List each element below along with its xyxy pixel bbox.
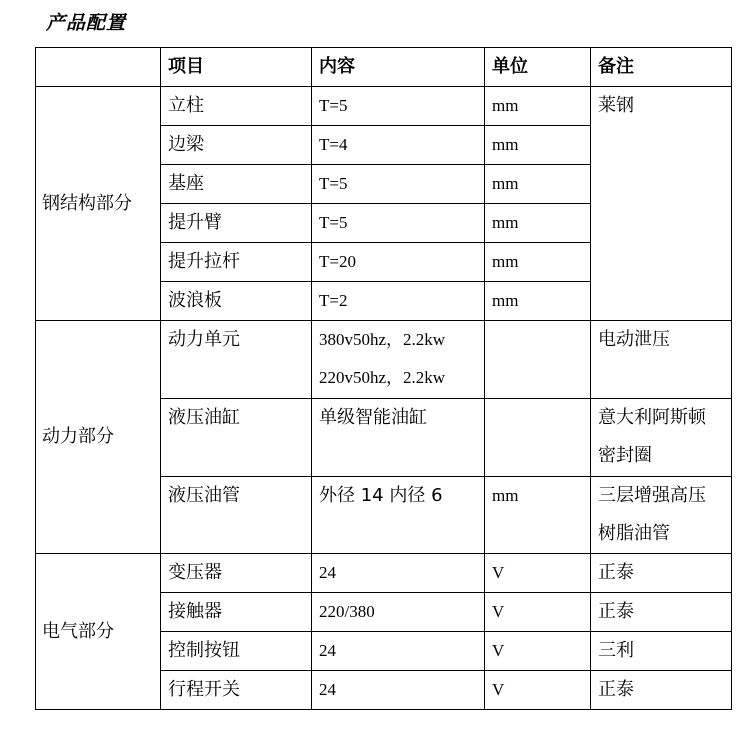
content-cell: 24 <box>312 671 485 710</box>
note-cell: 正泰 <box>591 593 732 632</box>
note-line: 密封圈 <box>598 445 652 466</box>
item-cell: 接触器 <box>161 593 312 632</box>
header-cell-unit: 单位 <box>485 48 591 87</box>
header-cell-group <box>36 48 161 87</box>
item-cell: 基座 <box>161 165 312 204</box>
content-cell: T=4 <box>312 126 485 165</box>
header-row <box>36 48 732 87</box>
group-steel-structure: 钢结构部分 <box>36 87 161 321</box>
note-line: 三层增强高压 <box>598 485 706 506</box>
note-cell <box>591 321 732 399</box>
item-cell: 变压器 <box>161 554 312 593</box>
content-line: 单级智能油缸 <box>319 407 427 428</box>
unit-cell: mm <box>485 204 591 243</box>
note-cell: 正泰 <box>591 671 732 710</box>
content-cell: T=2 <box>312 282 485 321</box>
content-line: 380v50hz，2.2kw <box>319 330 446 349</box>
group-electrical: 电气部分 <box>36 554 161 710</box>
item-cell: 波浪板 <box>161 282 312 321</box>
unit-cell: V <box>485 593 591 632</box>
note-line: 意大利阿斯顿 <box>598 407 706 428</box>
product-config-table <box>35 47 732 710</box>
content-cell: T=20 <box>312 243 485 282</box>
item-cell: 动力单元 <box>161 321 312 399</box>
note-cell: 三利 <box>591 632 732 671</box>
note-cell-steel: 莱钢 <box>591 87 732 321</box>
item-cell: 立柱 <box>161 87 312 126</box>
note-cell <box>591 399 732 477</box>
header-cell-content: 内容 <box>312 48 485 87</box>
content-cell: T=5 <box>312 165 485 204</box>
item-cell: 提升拉杆 <box>161 243 312 282</box>
content-cell: 24 <box>312 554 485 593</box>
item-cell: 控制按钮 <box>161 632 312 671</box>
content-cell <box>312 477 485 554</box>
unit-cell: mm <box>485 126 591 165</box>
unit-cell: mm <box>485 477 591 554</box>
page-title: 产品配置 <box>46 12 127 34</box>
note-line: 树脂油管 <box>598 523 670 544</box>
content-cell <box>312 399 485 477</box>
table-row <box>36 87 732 126</box>
header-cell-note: 备注 <box>591 48 732 87</box>
item-cell: 边梁 <box>161 126 312 165</box>
unit-cell: V <box>485 632 591 671</box>
unit-cell: V <box>485 671 591 710</box>
item-cell: 提升臂 <box>161 204 312 243</box>
note-cell <box>591 477 732 554</box>
content-cell: T=5 <box>312 204 485 243</box>
table-row <box>36 554 732 593</box>
note-line: 电动泄压 <box>598 329 670 350</box>
content-line: 220v50hz，2.2kw <box>319 368 446 387</box>
content-cell: T=5 <box>312 87 485 126</box>
content-cell: 220/380 <box>312 593 485 632</box>
note-cell: 正泰 <box>591 554 732 593</box>
content-cell <box>312 321 485 399</box>
item-cell: 液压油缸 <box>161 399 312 477</box>
unit-cell <box>485 399 591 477</box>
unit-cell: mm <box>485 282 591 321</box>
item-cell: 液压油管 <box>161 477 312 554</box>
content-line: 外径 14 内径 6 <box>319 485 443 506</box>
header-cell-item: 项目 <box>161 48 312 87</box>
unit-cell: V <box>485 554 591 593</box>
unit-cell: mm <box>485 87 591 126</box>
item-cell: 行程开关 <box>161 671 312 710</box>
unit-cell <box>485 321 591 399</box>
content-cell: 24 <box>312 632 485 671</box>
unit-cell: mm <box>485 243 591 282</box>
group-power: 动力部分 <box>36 321 161 554</box>
unit-cell: mm <box>485 165 591 204</box>
table-row <box>36 321 732 399</box>
